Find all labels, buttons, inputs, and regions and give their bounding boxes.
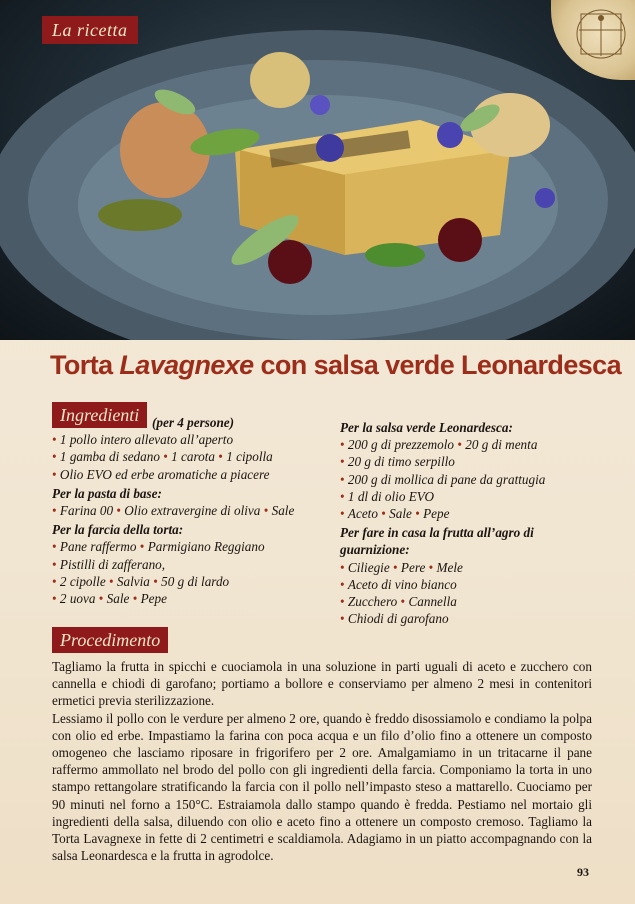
- ingredient-item: 1 dl di olio EVO: [347, 488, 434, 504]
- bullet-icon: •: [52, 591, 60, 607]
- salsa-ingredients: [340, 436, 545, 522]
- bullet-icon: •: [340, 576, 348, 592]
- section-tab: La ricetta: [42, 16, 138, 44]
- bullet-icon: •: [397, 594, 409, 610]
- ingredient-line: [52, 466, 294, 483]
- bullet-icon: •: [389, 559, 401, 575]
- ingredient-item: Olio extravergine di oliva: [124, 503, 261, 519]
- servings: (per 4 persone): [152, 415, 235, 430]
- bullet-icon: •: [52, 466, 60, 482]
- ingredient-line: [52, 431, 294, 448]
- ingredient-item: Pere: [400, 559, 426, 575]
- procedimento-heading: Procedimento: [52, 627, 168, 653]
- ingredient-item: Olio EVO ed erbe aromatiche a piacere: [59, 466, 270, 482]
- ingredient-line: [52, 573, 294, 590]
- ingredient-item: 200 g di mollica di pane da grattugia: [347, 471, 546, 487]
- frutta-title-line2: guarnizione:: [340, 542, 410, 558]
- bullet-icon: •: [136, 539, 148, 555]
- pasta-title: Per la pasta di base:: [52, 485, 162, 501]
- ingredient-item: 1 gamba di sedano: [59, 449, 160, 465]
- bullet-icon: •: [425, 559, 437, 575]
- bullet-icon: •: [52, 503, 60, 519]
- ingredienti-heading: Ingredienti: [52, 402, 147, 428]
- ingredient-item: 1 carota: [171, 449, 215, 465]
- ingredient-item: Sale: [271, 503, 295, 519]
- ingredient-line: [340, 471, 545, 488]
- ingredient-item: Chiodi di garofano: [347, 611, 449, 627]
- bullet-icon: •: [340, 594, 348, 610]
- ingredient-item: Ciliegie: [347, 559, 390, 575]
- ingredient-item: Sale: [106, 591, 130, 607]
- ingredient-item: Pistilli di zafferano,: [59, 556, 166, 572]
- bullet-icon: •: [95, 591, 107, 607]
- ingredient-item: Pepe: [423, 506, 450, 522]
- ingredient-line: [340, 559, 545, 576]
- bullet-icon: •: [113, 503, 125, 519]
- ingredient-item: Salvia: [116, 573, 150, 589]
- frutta-ingredients: [340, 559, 545, 628]
- ingredients-right-column: [340, 417, 545, 627]
- ingredient-item: 2 uova: [59, 591, 96, 607]
- frutta-title-line1: Per fare in casa la frutta all’agro di: [340, 525, 534, 541]
- ingredient-item: Pepe: [140, 591, 167, 607]
- ingredient-item: Farina 00: [59, 503, 114, 519]
- bullet-icon: •: [340, 437, 348, 453]
- ingredient-line: [52, 538, 294, 555]
- bullet-icon: •: [52, 573, 60, 589]
- bullet-icon: •: [52, 556, 60, 572]
- bullet-icon: •: [129, 591, 141, 607]
- bullet-icon: •: [340, 488, 348, 504]
- ingredient-item: 200 g di prezzemolo: [347, 437, 455, 453]
- ingredient-line: [340, 610, 545, 627]
- bullet-icon: •: [411, 506, 424, 522]
- recipe-title: Torta Lavagnexe con salsa verde Leonardesca: [50, 350, 621, 380]
- bullet-icon: •: [260, 503, 272, 519]
- bullet-icon: •: [52, 539, 60, 555]
- ingredient-item: Cannella: [408, 594, 457, 610]
- ingredient-item: 20 g di timo serpillo: [347, 454, 455, 470]
- ingredient-item: 50 g di lardo: [161, 573, 230, 589]
- salsa-title: Per la salsa verde Leonardesca:: [340, 420, 513, 435]
- bullet-icon: •: [340, 471, 348, 487]
- ingredients-left-column: [52, 417, 294, 607]
- ingredient-line: [340, 453, 545, 470]
- bullet-icon: •: [105, 573, 117, 589]
- page-number: 93: [577, 865, 589, 879]
- ingredient-item: Mele: [436, 559, 463, 575]
- ingredient-item: Aceto di vino bianco: [347, 576, 457, 592]
- ingredient-item: Aceto: [347, 506, 378, 522]
- ingredient-line: [340, 436, 545, 453]
- bullet-icon: •: [149, 573, 162, 589]
- bullet-icon: •: [340, 454, 348, 470]
- procedure-text: [52, 658, 592, 864]
- ingredient-line: [52, 448, 294, 465]
- bullet-icon: •: [159, 449, 172, 465]
- ingredient-item: Zucchero: [347, 594, 398, 610]
- ingredient-item: 1 cipolla: [226, 449, 273, 465]
- ingredient-item: Pane raffermo: [59, 539, 137, 555]
- bullet-icon: •: [340, 611, 348, 627]
- ingredient-line: [340, 505, 545, 522]
- procedure-paragraph-1: Tagliamo la frutta in spicchi e cuociamola in una soluzione in parti uguali di aceto e zucchero con cannella e chiodi di garofano; portiamo a bollore e conserviamo per almeno 2 mesi in contenitori ermetici previa sterilizzazione.: [52, 659, 592, 709]
- ingredient-item: 2 cipolle: [59, 573, 106, 589]
- bullet-icon: •: [52, 432, 60, 448]
- vitruvian-man-logo: [551, 0, 635, 80]
- farcia-title: Per la farcia della torta:: [52, 522, 184, 538]
- ingredient-line: [52, 556, 294, 573]
- bullet-icon: •: [377, 506, 390, 522]
- bullet-icon: •: [454, 437, 466, 453]
- base-ingredients: [52, 431, 294, 483]
- ingredient-item: 1 pollo intero allevato all’aperto: [59, 432, 234, 448]
- ingredient-item: Sale: [389, 506, 412, 522]
- ingredient-item: Parmigiano Reggiano: [147, 539, 265, 555]
- bullet-icon: •: [52, 449, 60, 465]
- procedure-paragraph-2: Lessiamo il pollo con le verdure per almeno 2 ore, quando è freddo disossiamolo e condiamo la polpa con olio ed erbe. Impastiamo la farina con poca acqua e un filo d’olio fino a ottenere un composto omogeneo che lasciamo riposare in frigorifero per 2 ore. Amalgamiamo in un tritacarne il pane raffermo ammollato nel brodo del pollo con gli ingredienti della farcia. Componiamo la torta in uno stampo rettangolare stratificando la farcia con il pollo nell’impasto steso a mattarello. Cuociamo per 90 minuti nel forno a 150°C. Estraiamola dallo stampo quando è fredda. Pestiamo nel mortaio gli ingredienti della salsa, diluendo con olio e aceto fino a ottenere un composto cremoso. Tagliamo la Torta Lavagnexe in fette di 2 centimetri e scaldiamola. Adagiamo in un piatto accompagnando con la salsa Leonardesca e la frutta in agrodolce.: [52, 710, 592, 864]
- ingredient-line: [52, 502, 294, 519]
- bullet-icon: •: [340, 506, 348, 522]
- ingredient-line: [340, 576, 545, 593]
- pasta-ingredients: [52, 502, 294, 519]
- dish-photo: [0, 0, 635, 340]
- ingredient-line: [340, 593, 545, 610]
- farcia-ingredients: [52, 538, 294, 607]
- bullet-icon: •: [215, 449, 227, 465]
- dish-illustration: [0, 0, 635, 340]
- ingredient-item: 20 g di menta: [465, 437, 538, 453]
- ingredient-line: [52, 590, 294, 607]
- ingredient-line: [340, 488, 545, 505]
- bullet-icon: •: [340, 559, 348, 575]
